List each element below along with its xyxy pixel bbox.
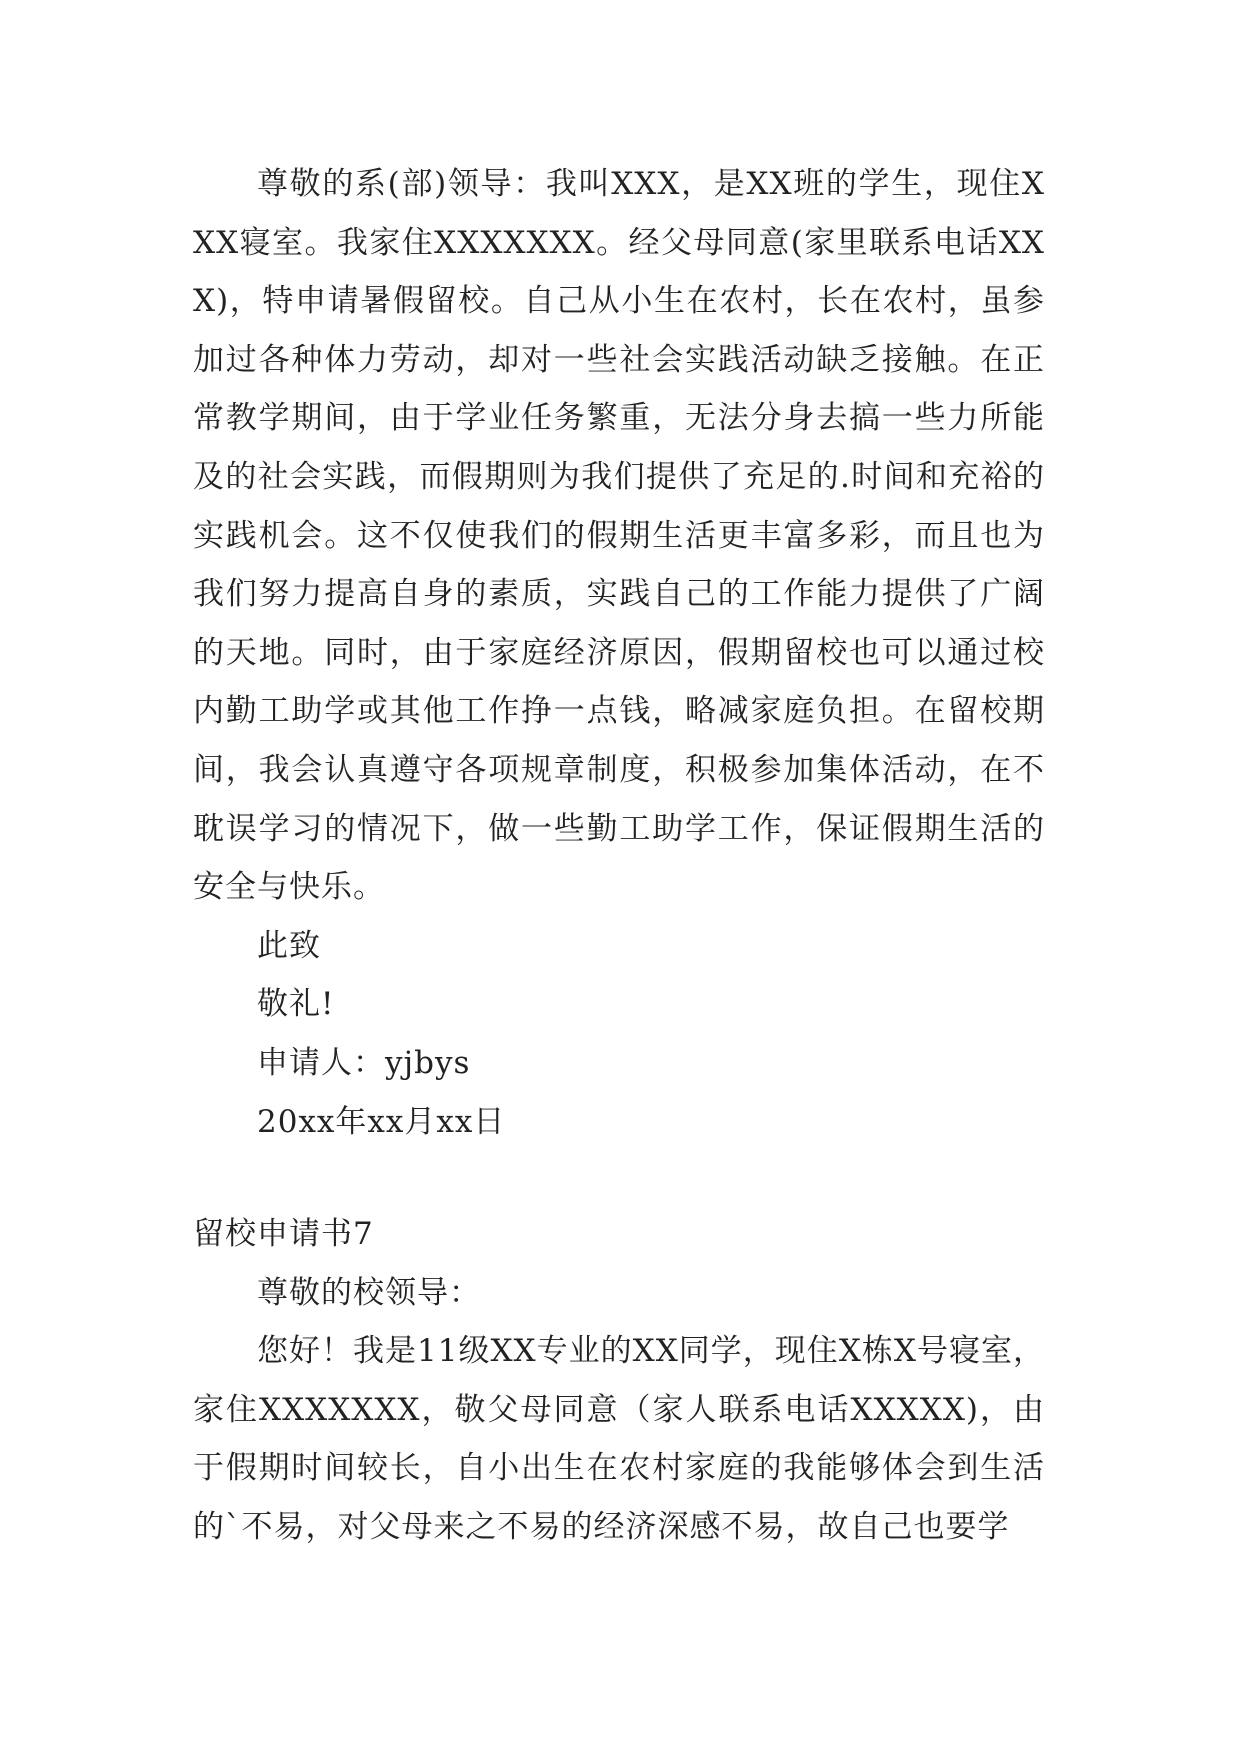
letter-2-body: 您好！我是11级XX专业的XX同学，现住X栋X号寝室，家住XXXXXXX，敬父母同意（家人联系电话XXXXX)，由于假期时间较长，自小出生在农村家庭的我能够体会到生活的`不易，对父母来之不易的经济深感不易，故自己也要学 [193,1333,1045,1545]
date: 20xx年xx月xx日 [257,1103,506,1140]
letter-1 [193,155,1045,1151]
closing-cizhi: 此致 [257,927,321,964]
letter-1-body: 尊敬的系(部)领导：我叫XXX，是XX班的学生，现住XXX寝室。我家住XXXXXXX。经父母同意(家里联系电话XXX)，特申请暑假留校。自己从小生在农村，长在农村，虽参加过各种体力劳动，却对一些社会实践活动缺乏接触。在正常教学期间，由于学业任务繁重，无法分身去搞一些力所能及的社会实践，而假期则为我们提供了充足的.时间和充裕的实践机会。这不仅使我们的假期生活更丰富多彩，而且也为我们努力提高自身的素质，实践自己的工作能力提供了广阔的天地。同时，由于家庭经济原因，假期留校也可以通过校内勤工助学或其他工作挣一点钱，略减家庭负担。在留校期间，我会认真遵守各项规章制度，积极参加集体活动，在不耽误学习的情况下，做一些勤工助学工作，保证假期生活的安全与快乐。 [193,166,1045,906]
letter-2-salutation: 尊敬的校领导： [257,1274,481,1311]
letter-2 [193,1205,1045,1557]
signature: 申请人：yjbys [257,1044,471,1081]
closing-jingli: 敬礼! [257,986,335,1023]
letter-2-heading: 留校申请书7 [193,1216,374,1252]
